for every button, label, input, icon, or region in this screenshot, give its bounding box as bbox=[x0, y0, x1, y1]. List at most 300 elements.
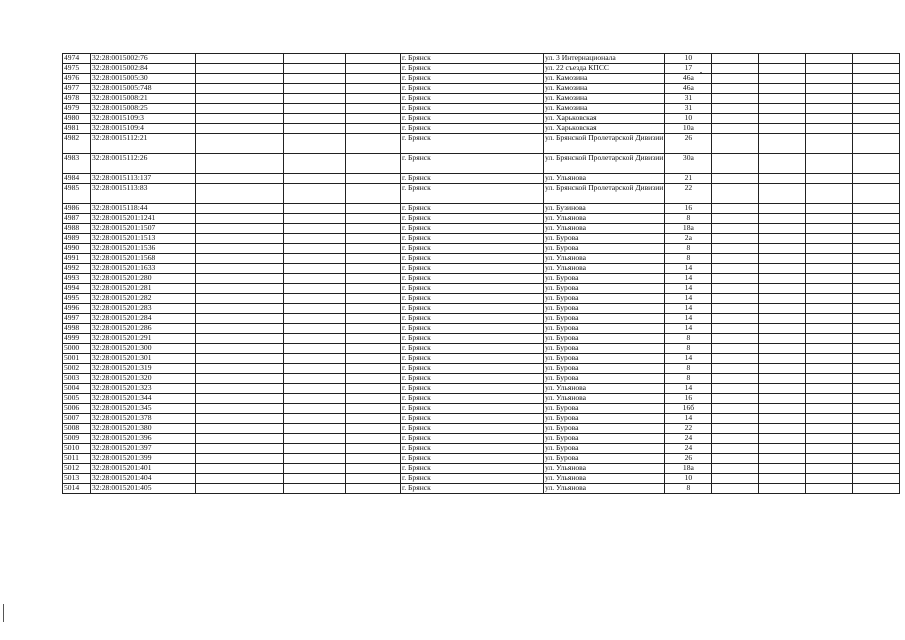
empty-cell bbox=[712, 214, 759, 224]
table-row bbox=[63, 294, 900, 304]
cadastral-number-cell: 32:28:0015201:280 bbox=[91, 274, 196, 284]
cadastral-number-cell: 32:28:0015201:396 bbox=[91, 434, 196, 444]
cadastral-number-cell: 32:28:0015201:284 bbox=[91, 314, 196, 324]
street-cell: ул. Камозина bbox=[544, 74, 665, 84]
registry-body bbox=[63, 54, 900, 494]
cadastral-number-cell: 32:28:0015113:83 bbox=[91, 184, 196, 204]
city-cell: г. Брянск bbox=[401, 244, 544, 254]
empty-cell bbox=[196, 424, 284, 434]
empty-cell bbox=[284, 424, 346, 434]
row-number-cell: 5005 bbox=[63, 394, 91, 404]
cadastral-number-cell: 32:28:0015201:405 bbox=[91, 484, 196, 494]
row-number-cell: 4996 bbox=[63, 304, 91, 314]
empty-cell bbox=[712, 374, 759, 384]
empty-cell bbox=[284, 284, 346, 294]
empty-cell bbox=[712, 184, 759, 204]
cadastral-number-cell: 32:28:0015005:748 bbox=[91, 84, 196, 94]
empty-cell bbox=[853, 124, 900, 134]
empty-cell bbox=[284, 104, 346, 114]
empty-cell bbox=[806, 314, 853, 324]
cadastral-number-cell: 32:28:0015201:1507 bbox=[91, 224, 196, 234]
house-number-cell: 46а bbox=[665, 74, 712, 84]
empty-cell bbox=[853, 464, 900, 474]
empty-cell bbox=[712, 84, 759, 94]
house-number-cell: 14 bbox=[665, 324, 712, 334]
street-cell: ул. Ульянова bbox=[544, 254, 665, 264]
street-cell: ул. Бурова bbox=[544, 324, 665, 334]
empty-cell bbox=[806, 354, 853, 364]
cadastral-number-cell: 32:28:0015008:25 bbox=[91, 104, 196, 114]
empty-cell bbox=[284, 334, 346, 344]
empty-cell bbox=[806, 234, 853, 244]
cadastral-number-cell: 32:28:0015201:378 bbox=[91, 414, 196, 424]
empty-cell bbox=[346, 174, 401, 184]
table-row bbox=[63, 474, 900, 484]
empty-cell bbox=[806, 464, 853, 474]
empty-cell bbox=[712, 474, 759, 484]
city-cell: г. Брянск bbox=[401, 364, 544, 374]
empty-cell bbox=[806, 324, 853, 334]
empty-cell bbox=[346, 74, 401, 84]
empty-cell bbox=[196, 174, 284, 184]
empty-cell bbox=[806, 224, 853, 234]
empty-cell bbox=[196, 344, 284, 354]
house-number-cell: 8 bbox=[665, 334, 712, 344]
empty-cell bbox=[712, 244, 759, 254]
empty-cell bbox=[196, 134, 284, 154]
cadastral-number-cell: 32:28:0015201:1241 bbox=[91, 214, 196, 224]
empty-cell bbox=[853, 394, 900, 404]
table-row bbox=[63, 414, 900, 424]
empty-cell bbox=[759, 264, 806, 274]
street-cell: ул. Бурова bbox=[544, 354, 665, 364]
cadastral-number-cell: 32:28:0015201:1568 bbox=[91, 254, 196, 264]
table-row bbox=[63, 154, 900, 174]
cadastral-number-cell: 32:28:0015201:380 bbox=[91, 424, 196, 434]
street-cell: ул. Бурова bbox=[544, 314, 665, 324]
empty-cell bbox=[806, 214, 853, 224]
cadastral-number-cell: 32:28:0015201:401 bbox=[91, 464, 196, 474]
street-cell: ул. Бурова bbox=[544, 364, 665, 374]
empty-cell bbox=[759, 444, 806, 454]
city-cell: г. Брянск bbox=[401, 114, 544, 124]
empty-cell bbox=[853, 94, 900, 104]
street-cell: ул. Бурова bbox=[544, 424, 665, 434]
empty-cell bbox=[196, 394, 284, 404]
city-cell: г. Брянск bbox=[401, 424, 544, 434]
empty-cell bbox=[346, 354, 401, 364]
row-number-cell: 4994 bbox=[63, 284, 91, 294]
empty-cell bbox=[806, 404, 853, 414]
empty-cell bbox=[196, 124, 284, 134]
street-cell: ул. Ульянова bbox=[544, 384, 665, 394]
house-number-cell: 17 bbox=[665, 64, 712, 74]
table-row bbox=[63, 264, 900, 274]
empty-cell bbox=[196, 314, 284, 324]
house-number-cell: 14 bbox=[665, 284, 712, 294]
street-cell: ул. Ульянова bbox=[544, 264, 665, 274]
empty-cell bbox=[346, 474, 401, 484]
cadastral-number-cell: 32:28:0015109:4 bbox=[91, 124, 196, 134]
table-row bbox=[63, 354, 900, 364]
empty-cell bbox=[712, 294, 759, 304]
empty-cell bbox=[284, 484, 346, 494]
empty-cell bbox=[759, 354, 806, 364]
empty-cell bbox=[853, 434, 900, 444]
empty-cell bbox=[759, 234, 806, 244]
empty-cell bbox=[346, 294, 401, 304]
empty-cell bbox=[759, 184, 806, 204]
street-cell: ул. Бурова bbox=[544, 284, 665, 294]
empty-cell bbox=[284, 54, 346, 64]
row-number-cell: 4976 bbox=[63, 74, 91, 84]
empty-cell bbox=[284, 394, 346, 404]
row-number-cell: 4993 bbox=[63, 274, 91, 284]
empty-cell bbox=[806, 294, 853, 304]
row-number-cell: 5007 bbox=[63, 414, 91, 424]
cadastral-number-cell: 32:28:0015008:21 bbox=[91, 94, 196, 104]
row-number-cell: 4983 bbox=[63, 154, 91, 174]
empty-cell bbox=[284, 264, 346, 274]
city-cell: г. Брянск bbox=[401, 64, 544, 74]
empty-cell bbox=[346, 94, 401, 104]
empty-cell bbox=[759, 484, 806, 494]
empty-cell bbox=[806, 174, 853, 184]
empty-cell bbox=[712, 354, 759, 364]
empty-cell bbox=[346, 214, 401, 224]
street-cell: ул. Бурова bbox=[544, 334, 665, 344]
house-number-cell: 22 bbox=[665, 424, 712, 434]
empty-cell bbox=[759, 214, 806, 224]
empty-cell bbox=[806, 334, 853, 344]
city-cell: г. Брянск bbox=[401, 414, 544, 424]
empty-cell bbox=[853, 274, 900, 284]
empty-cell bbox=[346, 364, 401, 374]
row-number-cell: 4977 bbox=[63, 84, 91, 94]
empty-cell bbox=[284, 204, 346, 214]
table-row bbox=[63, 214, 900, 224]
empty-cell bbox=[196, 244, 284, 254]
empty-cell bbox=[346, 394, 401, 404]
empty-cell bbox=[712, 104, 759, 114]
empty-cell bbox=[284, 384, 346, 394]
empty-cell bbox=[712, 324, 759, 334]
table-row bbox=[63, 364, 900, 374]
table-row bbox=[63, 124, 900, 134]
empty-cell bbox=[712, 404, 759, 414]
empty-cell bbox=[346, 54, 401, 64]
city-cell: г. Брянск bbox=[401, 74, 544, 84]
empty-cell bbox=[853, 324, 900, 334]
house-number-cell: 31 bbox=[665, 104, 712, 114]
cadastral-number-cell: 32:28:0015112:21 bbox=[91, 134, 196, 154]
empty-cell bbox=[712, 464, 759, 474]
empty-cell bbox=[284, 74, 346, 84]
table-row bbox=[63, 444, 900, 454]
cadastral-number-cell: 32:28:0015109:3 bbox=[91, 114, 196, 124]
table-row bbox=[63, 64, 900, 74]
empty-cell bbox=[806, 384, 853, 394]
empty-cell bbox=[806, 364, 853, 374]
cadastral-number-cell: 32:28:0015002:76 bbox=[91, 54, 196, 64]
table-row bbox=[63, 434, 900, 444]
row-number-cell: 5014 bbox=[63, 484, 91, 494]
empty-cell bbox=[759, 474, 806, 484]
cadastral-number-cell: 32:28:0015201:399 bbox=[91, 454, 196, 464]
row-number-cell: 5013 bbox=[63, 474, 91, 484]
cadastral-number-cell: 32:28:0015112:26 bbox=[91, 154, 196, 174]
empty-cell bbox=[759, 64, 806, 74]
house-number-cell: 14 bbox=[665, 414, 712, 424]
house-number-cell: 10 bbox=[665, 474, 712, 484]
row-number-cell: 4978 bbox=[63, 94, 91, 104]
row-number-cell: 5010 bbox=[63, 444, 91, 454]
empty-cell bbox=[346, 434, 401, 444]
empty-cell bbox=[712, 364, 759, 374]
empty-cell bbox=[759, 454, 806, 464]
house-number-cell: 16 bbox=[665, 394, 712, 404]
empty-cell bbox=[346, 244, 401, 254]
empty-cell bbox=[196, 404, 284, 414]
cadastral-number-cell: 32:28:0015002:84 bbox=[91, 64, 196, 74]
empty-cell bbox=[712, 434, 759, 444]
empty-cell bbox=[712, 264, 759, 274]
table-row bbox=[63, 384, 900, 394]
cadastral-number-cell: 32:28:0015201:291 bbox=[91, 334, 196, 344]
empty-cell bbox=[853, 104, 900, 114]
empty-cell bbox=[759, 284, 806, 294]
empty-cell bbox=[806, 64, 853, 74]
city-cell: г. Брянск bbox=[401, 264, 544, 274]
empty-cell bbox=[196, 64, 284, 74]
empty-cell bbox=[806, 274, 853, 284]
empty-cell bbox=[346, 324, 401, 334]
empty-cell bbox=[284, 304, 346, 314]
house-number-cell: 10 bbox=[665, 114, 712, 124]
house-number-cell: 14 bbox=[665, 274, 712, 284]
empty-cell bbox=[196, 204, 284, 214]
empty-cell bbox=[284, 374, 346, 384]
empty-cell bbox=[284, 124, 346, 134]
empty-cell bbox=[806, 474, 853, 484]
house-number-cell: 31 bbox=[665, 94, 712, 104]
row-number-cell: 5002 bbox=[63, 364, 91, 374]
empty-cell bbox=[284, 464, 346, 474]
empty-cell bbox=[853, 294, 900, 304]
empty-cell bbox=[284, 314, 346, 324]
empty-cell bbox=[806, 124, 853, 134]
empty-cell bbox=[196, 324, 284, 334]
city-cell: г. Брянск bbox=[401, 284, 544, 294]
scan-edge-mark bbox=[3, 604, 4, 622]
city-cell: г. Брянск bbox=[401, 374, 544, 384]
empty-cell bbox=[806, 204, 853, 214]
empty-cell bbox=[346, 234, 401, 244]
table-row bbox=[63, 74, 900, 84]
row-number-cell: 5012 bbox=[63, 464, 91, 474]
row-number-cell: 4984 bbox=[63, 174, 91, 184]
empty-cell bbox=[806, 74, 853, 84]
row-number-cell: 4979 bbox=[63, 104, 91, 114]
empty-cell bbox=[196, 114, 284, 124]
city-cell: г. Брянск bbox=[401, 384, 544, 394]
empty-cell bbox=[853, 174, 900, 184]
empty-cell bbox=[346, 254, 401, 264]
table-row bbox=[63, 234, 900, 244]
empty-cell bbox=[806, 94, 853, 104]
empty-cell bbox=[346, 454, 401, 464]
empty-cell bbox=[712, 334, 759, 344]
street-cell: ул. Брянской Пролетарской Дивизии bbox=[544, 154, 665, 174]
city-cell: г. Брянск bbox=[401, 404, 544, 414]
empty-cell bbox=[759, 204, 806, 214]
empty-cell bbox=[196, 184, 284, 204]
house-number-cell: 8 bbox=[665, 344, 712, 354]
house-number-cell: 2а bbox=[665, 234, 712, 244]
empty-cell bbox=[712, 174, 759, 184]
house-number-cell: 14 bbox=[665, 264, 712, 274]
table-row bbox=[63, 244, 900, 254]
house-number-cell: 21 bbox=[665, 174, 712, 184]
cadastral-number-cell: 32:28:0015201:345 bbox=[91, 404, 196, 414]
empty-cell bbox=[759, 124, 806, 134]
empty-cell bbox=[712, 484, 759, 494]
city-cell: г. Брянск bbox=[401, 224, 544, 234]
empty-cell bbox=[346, 64, 401, 74]
empty-cell bbox=[712, 394, 759, 404]
table-row bbox=[63, 464, 900, 474]
cadastral-number-cell: 32:28:0015201:320 bbox=[91, 374, 196, 384]
empty-cell bbox=[806, 254, 853, 264]
empty-cell bbox=[806, 54, 853, 64]
empty-cell bbox=[712, 54, 759, 64]
empty-cell bbox=[712, 284, 759, 294]
empty-cell bbox=[759, 74, 806, 84]
empty-cell bbox=[853, 424, 900, 434]
empty-cell bbox=[712, 124, 759, 134]
street-cell: ул. Бурова bbox=[544, 304, 665, 314]
empty-cell bbox=[196, 374, 284, 384]
empty-cell bbox=[853, 224, 900, 234]
cadastral-number-cell: 32:28:0015113:137 bbox=[91, 174, 196, 184]
street-cell: ул. Ульянова bbox=[544, 214, 665, 224]
table-row bbox=[63, 344, 900, 354]
row-number-cell: 4999 bbox=[63, 334, 91, 344]
empty-cell bbox=[806, 154, 853, 174]
empty-cell bbox=[712, 94, 759, 104]
empty-cell bbox=[196, 364, 284, 374]
empty-cell bbox=[806, 114, 853, 124]
empty-cell bbox=[759, 104, 806, 114]
city-cell: г. Брянск bbox=[401, 174, 544, 184]
house-number-cell: 26 bbox=[665, 134, 712, 154]
empty-cell bbox=[284, 414, 346, 424]
table-row bbox=[63, 54, 900, 64]
city-cell: г. Брянск bbox=[401, 324, 544, 334]
house-number-cell: 8 bbox=[665, 214, 712, 224]
empty-cell bbox=[346, 124, 401, 134]
empty-cell bbox=[196, 74, 284, 84]
street-cell: ул. Бурова bbox=[544, 434, 665, 444]
cadastral-number-cell: 32:28:0015118:44 bbox=[91, 204, 196, 214]
empty-cell bbox=[346, 334, 401, 344]
empty-cell bbox=[853, 454, 900, 464]
empty-cell bbox=[284, 274, 346, 284]
cadastral-number-cell: 32:28:0015201:319 bbox=[91, 364, 196, 374]
city-cell: г. Брянск bbox=[401, 104, 544, 114]
street-cell: ул. Бурова bbox=[544, 294, 665, 304]
empty-cell bbox=[853, 414, 900, 424]
row-number-cell: 5004 bbox=[63, 384, 91, 394]
empty-cell bbox=[759, 154, 806, 174]
table-row bbox=[63, 84, 900, 94]
city-cell: г. Брянск bbox=[401, 134, 544, 154]
empty-cell bbox=[284, 324, 346, 334]
city-cell: г. Брянск bbox=[401, 234, 544, 244]
empty-cell bbox=[759, 294, 806, 304]
empty-cell bbox=[346, 424, 401, 434]
city-cell: г. Брянск bbox=[401, 154, 544, 174]
empty-cell bbox=[853, 214, 900, 224]
empty-cell bbox=[196, 284, 284, 294]
empty-cell bbox=[346, 444, 401, 454]
city-cell: г. Брянск bbox=[401, 434, 544, 444]
empty-cell bbox=[853, 284, 900, 294]
empty-cell bbox=[284, 134, 346, 154]
cadastral-number-cell: 32:28:0015201:404 bbox=[91, 474, 196, 484]
empty-cell bbox=[759, 224, 806, 234]
empty-cell bbox=[712, 204, 759, 214]
empty-cell bbox=[712, 384, 759, 394]
empty-cell bbox=[759, 374, 806, 384]
street-cell: ул. Бурова bbox=[544, 344, 665, 354]
house-number-cell: 14 bbox=[665, 304, 712, 314]
table-row bbox=[63, 404, 900, 414]
empty-cell bbox=[853, 474, 900, 484]
row-number-cell: 5008 bbox=[63, 424, 91, 434]
cadastral-number-cell: 32:28:0015201:397 bbox=[91, 444, 196, 454]
street-cell: ул. Ульянова bbox=[544, 464, 665, 474]
property-registry-table bbox=[62, 53, 900, 494]
house-number-cell: 26 bbox=[665, 454, 712, 464]
cadastral-number-cell: 32:28:0015201:301 bbox=[91, 354, 196, 364]
street-cell: ул. Брянской Пролетарской Дивизии bbox=[544, 184, 665, 204]
empty-cell bbox=[284, 184, 346, 204]
empty-cell bbox=[346, 114, 401, 124]
empty-cell bbox=[284, 154, 346, 174]
empty-cell bbox=[346, 304, 401, 314]
empty-cell bbox=[853, 334, 900, 344]
row-number-cell: 5011 bbox=[63, 454, 91, 464]
table-row bbox=[63, 454, 900, 464]
empty-cell bbox=[759, 274, 806, 284]
city-cell: г. Брянск bbox=[401, 354, 544, 364]
empty-cell bbox=[346, 274, 401, 284]
city-cell: г. Брянск bbox=[401, 304, 544, 314]
row-number-cell: 5001 bbox=[63, 354, 91, 364]
house-number-cell: 8 bbox=[665, 484, 712, 494]
street-cell: ул. Камозина bbox=[544, 104, 665, 114]
table-row bbox=[63, 114, 900, 124]
empty-cell bbox=[196, 414, 284, 424]
city-cell: г. Брянск bbox=[401, 274, 544, 284]
empty-cell bbox=[759, 304, 806, 314]
empty-cell bbox=[853, 304, 900, 314]
table-row bbox=[63, 324, 900, 334]
city-cell: г. Брянск bbox=[401, 294, 544, 304]
empty-cell bbox=[284, 94, 346, 104]
empty-cell bbox=[853, 444, 900, 454]
